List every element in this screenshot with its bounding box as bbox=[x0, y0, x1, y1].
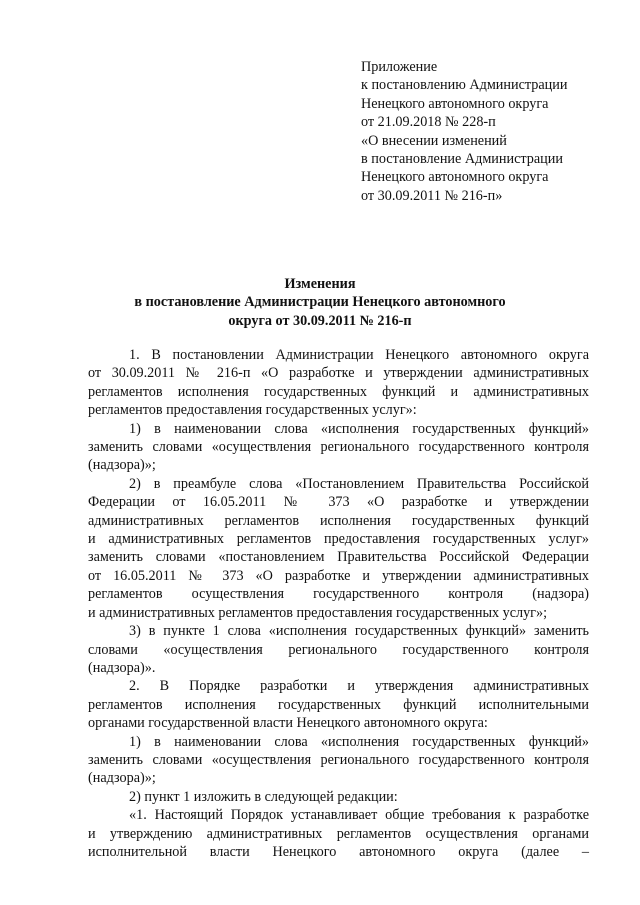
body-line: регламентов предоставления государственных услуг»: bbox=[88, 402, 417, 419]
body-line: 1) в наименовании слова «исполнения государственных функций» bbox=[129, 733, 589, 750]
appendix-line: в постановление Администрации bbox=[361, 151, 563, 168]
body-line: 3) в пункте 1 слова «исполнения государственных функций» заменить bbox=[129, 623, 589, 640]
body-line: заменить словами «постановлением Правительства Российской Федерации bbox=[88, 549, 589, 566]
body-line: заменить словами «осуществления регионального государственного контроля bbox=[88, 751, 589, 768]
body-line: (надзора)»; bbox=[88, 457, 156, 474]
appendix-line: Ненецкого автономного округа bbox=[361, 95, 549, 112]
body-line: 2) в преамбуле слова «Постановлением Правительства Российской bbox=[129, 475, 589, 492]
body-line: исполнительной власти Ненецкого автономного округа (далее – bbox=[88, 843, 589, 860]
appendix-line: Приложение bbox=[361, 59, 438, 75]
body-line: регламентов осуществления государственного контроля (надзора) bbox=[88, 586, 589, 603]
document-title bbox=[60, 275, 580, 330]
body-line: и утверждению административных регламентов осуществления органами bbox=[88, 825, 589, 842]
body-line: от 16.05.2011 № 373 «О разработке и утверждении административных bbox=[88, 567, 589, 584]
body-line: от 30.09.2011 № 216-п «О разработке и утверждении административных bbox=[88, 365, 589, 382]
appendix-line: к постановлению Администрации bbox=[361, 77, 568, 94]
body-line: и административных регламентов предоставления государственных услуг» bbox=[88, 531, 589, 548]
appendix-line: «О внесении изменений bbox=[361, 132, 507, 149]
appendix-line: Ненецкого автономного округа bbox=[361, 169, 549, 186]
title-line: Изменения bbox=[284, 276, 356, 292]
body-line: словами «осуществления регионального государственного контроля bbox=[88, 641, 589, 658]
body-line: (надзора)». bbox=[88, 659, 156, 676]
body-line: 1) в наименовании слова «исполнения государственных функций» bbox=[129, 420, 589, 437]
body-line: «1. Настоящий Порядок устанавливает общие требования к разработке bbox=[129, 807, 589, 824]
body-line: административных регламентов исполнения государственных функций bbox=[88, 512, 589, 529]
body-line: регламентов исполнения государственных функций исполнительными bbox=[88, 696, 589, 713]
body-line: регламентов исполнения государственных функций и административных bbox=[88, 383, 589, 400]
body-line: 2) пункт 1 изложить в следующей редакции: bbox=[129, 788, 398, 805]
body-line: Федерации от 16.05.2011 № 373 «О разработке и утверждении bbox=[88, 494, 589, 511]
body-line: и административных регламентов предоставления государственных услуг»; bbox=[88, 604, 548, 621]
body-line: органами государственной власти Ненецкого автономного округа: bbox=[88, 715, 488, 732]
title-line: округа от 30.09.2011 № 216-п bbox=[228, 312, 412, 329]
body-line: (надзора)»; bbox=[88, 770, 156, 787]
document-body bbox=[88, 346, 589, 861]
appendix-line: от 21.09.2018 № 228-п bbox=[361, 114, 496, 131]
appendix-line: от 30.09.2011 № 216-п» bbox=[361, 187, 503, 204]
body-line: 2. В Порядке разработки и утверждения административных bbox=[129, 678, 589, 695]
appendix-header bbox=[361, 58, 631, 205]
title-line: в постановление Администрации Ненецкого автономного bbox=[134, 294, 506, 311]
body-line: заменить словами «осуществления регионального государственного контроля bbox=[88, 439, 589, 456]
body-line: 1. В постановлении Администрации Ненецкого автономного округа bbox=[129, 347, 589, 363]
